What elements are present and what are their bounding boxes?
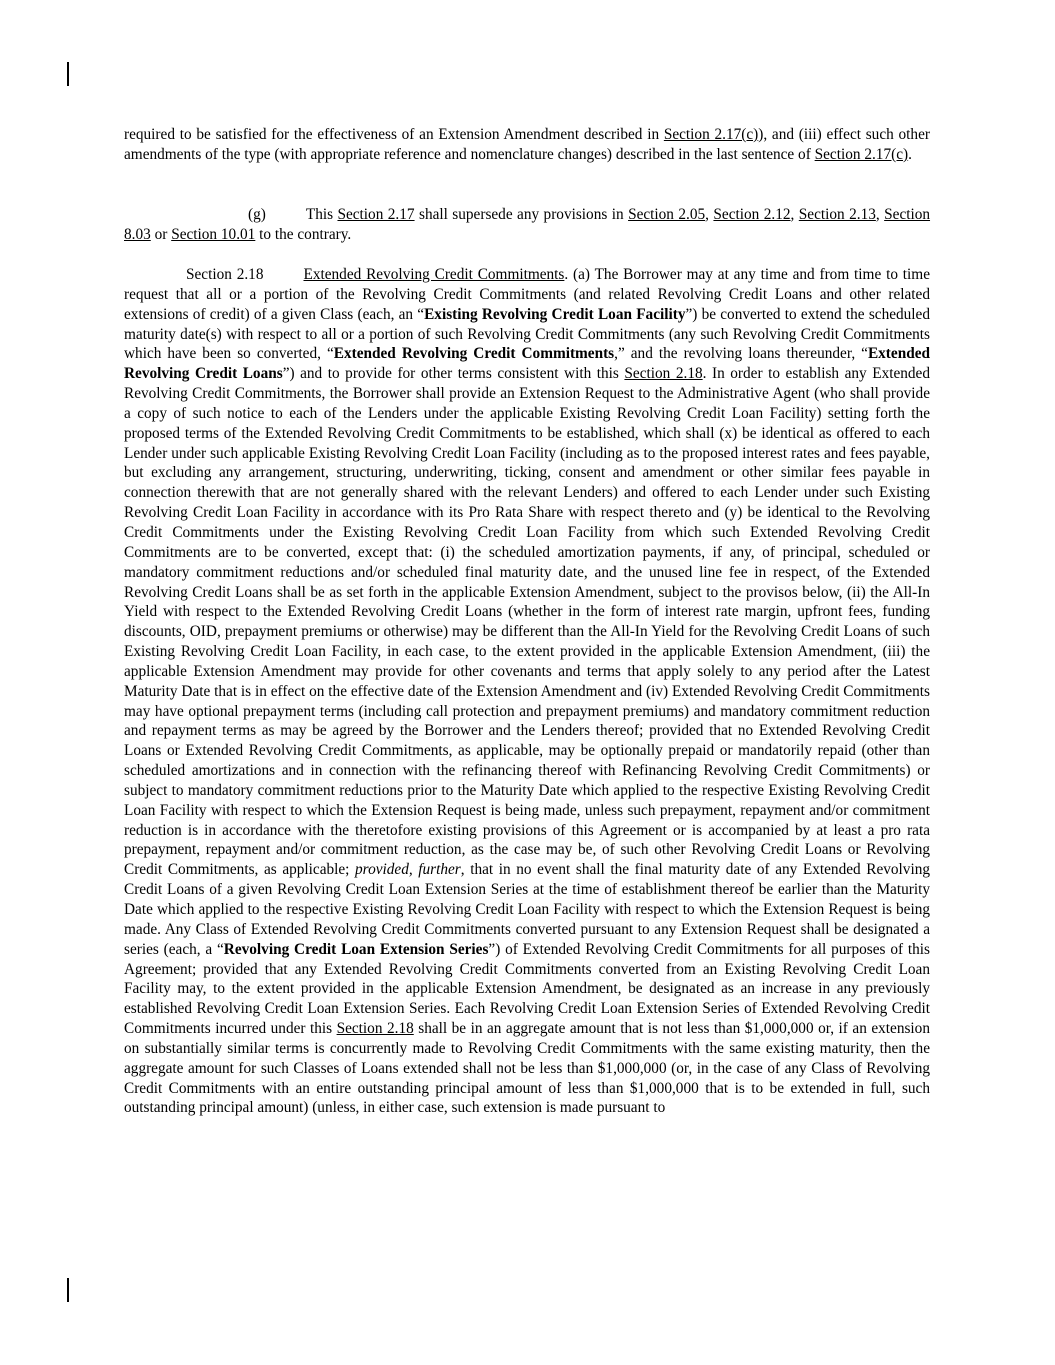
text-run: , that in no event shall the final maturity date of any Extended Revolving Credit Loans of a given Revolving Credit Loan Extension Series at the time of establishment thereof be earlier than the Maturity Date which applied to the respective Existing Revolving Credit Loan Facility with respect to which the Extension Request is being made. Any Class of Extended Revolving Credit Commitments converted pursuant to any Extension Request shall be designated a series (each, a “ [124, 861, 931, 958]
section-2-18-paragraph [124, 265, 930, 1118]
clause-label: (g) [248, 206, 266, 223]
defined-term: Existing Revolving Credit Loan Facility [424, 305, 686, 323]
section-reference: Section 2.17(c) [814, 145, 909, 163]
defined-term: Revolving Credit Loan Extension Series [223, 940, 489, 958]
text-run: . In order to establish any Extended Revolving Credit Commitments, the Borrower shall provide an Extension Request to the Administrative Agent (who shall provide a copy of such notice to each of the Lenders under the applicable Existing Revolving Credit Loan Facility) setting forth the proposed terms of the Extended Revolving Credit Commitments to be established, which shall (x) be identical as offered to each Lender under such applicable Existing Revolving Credit Loan Facility (including as to the proposed interest rates and fees payable, but excluding any arrangement, structuring, underwriting, ticking, consent and amendment or other similar fees payable in connection therewith that are not generally shared with the relevant Lenders) and offered to each Lender under such Existing Revolving Credit Loan Facility in accordance with its Pro Rata Share with respect thereto and (y) be identical to the Revolving Credit Commitments under the Existing Revolving Credit Loan Facility from which such Extended Revolving Credit Commitments are to be converted, except that: (i) the scheduled amortization payments, if any, of principal, scheduled or mandatory commitment reductions and/or scheduled final maturity date, and the unused line fee in respect, of the Extended Revolving Credit Loans shall be as set forth in the applicable Extension Amendment, subject to the provisos below, (ii) the All-In Yield with respect to the Extended Revolving Credit Loans (whether in the form of interest rate margin, upfront fees, funding discounts, OID, prepayment premiums or otherwise) may be different than the All-In Yield for the Revolving Credit Loans of such Existing Revolving Credit Loan Facility, in each case, to the extent provided in the applicable Extension Amendment, (iii) the applicable Extension Amendment may provide for other covenants and terms that apply solely to any period after the Latest Maturity Date that is in effect on the effective date of the Extension Amendment and (iv) Extended Revolving Credit Commitments may have optional prepayment terms (including call protection and prepayment premiums) and mandatory commitment reduction and repayment terms as may be agreed by the Borrower and the Lenders thereof; provided that no Extended Revolving Credit Loans or Extended Revolving Credit Commitments, as applicable, may be optionally prepaid or mandatorily repaid (other than scheduled amortizations and in connection with the refinancing thereof with Refinancing Revolving Credit Commitments) or subject to mandatory commitment reductions prior to the Maturity Date which applied to the respective Existing Revolving Credit Loan Facility with respect to which the Extension Request is being made, unless such prepayment, repayment and/or commitment reduction is in accordance with the theretofore existing provisions of this Agreement or is accompanied by at least a pro rata prepayment, repayment and/or commitment reduction, as the case may be, of such other Revolving Credit Loans or Revolving Credit Commitments, as applicable; [124, 365, 930, 879]
section-reference: Section 10.01 [171, 225, 256, 243]
text-run: to the contrary. [255, 225, 352, 243]
section-reference: Section 2.13 [798, 206, 876, 223]
text-run: This [305, 206, 338, 223]
text-run: shall be in an aggregate amount that is not less than $1,000,000 or, if an extension on substantially similar terms is concurrently made to Revolving Credit Commitments with the same existing maturity, then the aggregate amount for such Classes of Loans extended shall not be less than $1,000,000 (or, in the case of any Class of Revolving Credit Commitments with an entire outstanding principal amount of less than $1,000,000 that is to be extended in full, such outstanding principal amount) (unless, in either case, such extension is made pursuant to [124, 1020, 930, 1117]
defined-term: Extended Revolving Credit Commitments [333, 345, 615, 363]
defined-term: Extended Revolving Credit Loans [124, 345, 930, 383]
section-reference: Section 2.12 [713, 206, 791, 223]
section-reference: Section 2.18 [624, 365, 703, 383]
text-run: , [790, 206, 799, 223]
section-reference: Section 2.18 [336, 1020, 414, 1038]
text-run: , [705, 206, 714, 223]
section-reference: Section 2.05 [628, 206, 706, 223]
revision-bar-bottom [67, 1278, 69, 1302]
section-heading: Extended Revolving Credit Commitments [303, 266, 565, 283]
paragraph-g [124, 205, 930, 245]
section-reference: Section 8.03 [124, 206, 931, 243]
text-run: shall supersede any provisions in [414, 206, 629, 223]
text-run: ”) be converted to extend the scheduled maturity date(s) with respect to all or a portion of such Revolving Credit Commitments (any such Revolving Credit Commitments which have been so converted, “ [124, 305, 930, 363]
text-run: ”) of Extended Revolving Credit Commitments for all purposes of this Agreement; provided that any Extended Revolving Credit Commitments converted from an Existing Revolving Credit Loan Facility may, to the extent provided in the applicable Extension Amendment, be designated as an increase in any previously established Revolving Credit Loan Extension Series. Each Revolving Credit Loan Extension Series of Extended Revolving Credit Commitments incurred under this [124, 940, 930, 1038]
text-run: . (a) The Borrower may at any time and from time to time request that all or a portion of the Revolving Credit Commitments (and related Revolving Credit Loans and other related extensions of credit) of a given Class (each, an “ [124, 266, 930, 323]
revision-bar-top [67, 62, 69, 86]
section-reference: Section 2.17(c) [663, 126, 759, 143]
section-number: Section 2.18 [186, 266, 264, 283]
section-reference: Section 2.17 [337, 206, 415, 223]
paragraph-continuation [124, 125, 930, 165]
text-run: ), and (iii) effect such other amendments of the type (with appropriate reference and nomenclature changes) described in the last sentence of [124, 126, 930, 163]
text-run: ”) and to provide for other terms consistent with this [282, 365, 625, 383]
text-run: , [875, 206, 885, 223]
text-run: . [908, 145, 912, 163]
text-run: required to be satisfied for the effectiveness of an Extension Amendment described in [124, 126, 664, 143]
text-run: ,” and the revolving loans thereunder, “ [614, 345, 868, 363]
text-run: or [150, 225, 172, 243]
italic-proviso: provided, further [355, 861, 461, 879]
